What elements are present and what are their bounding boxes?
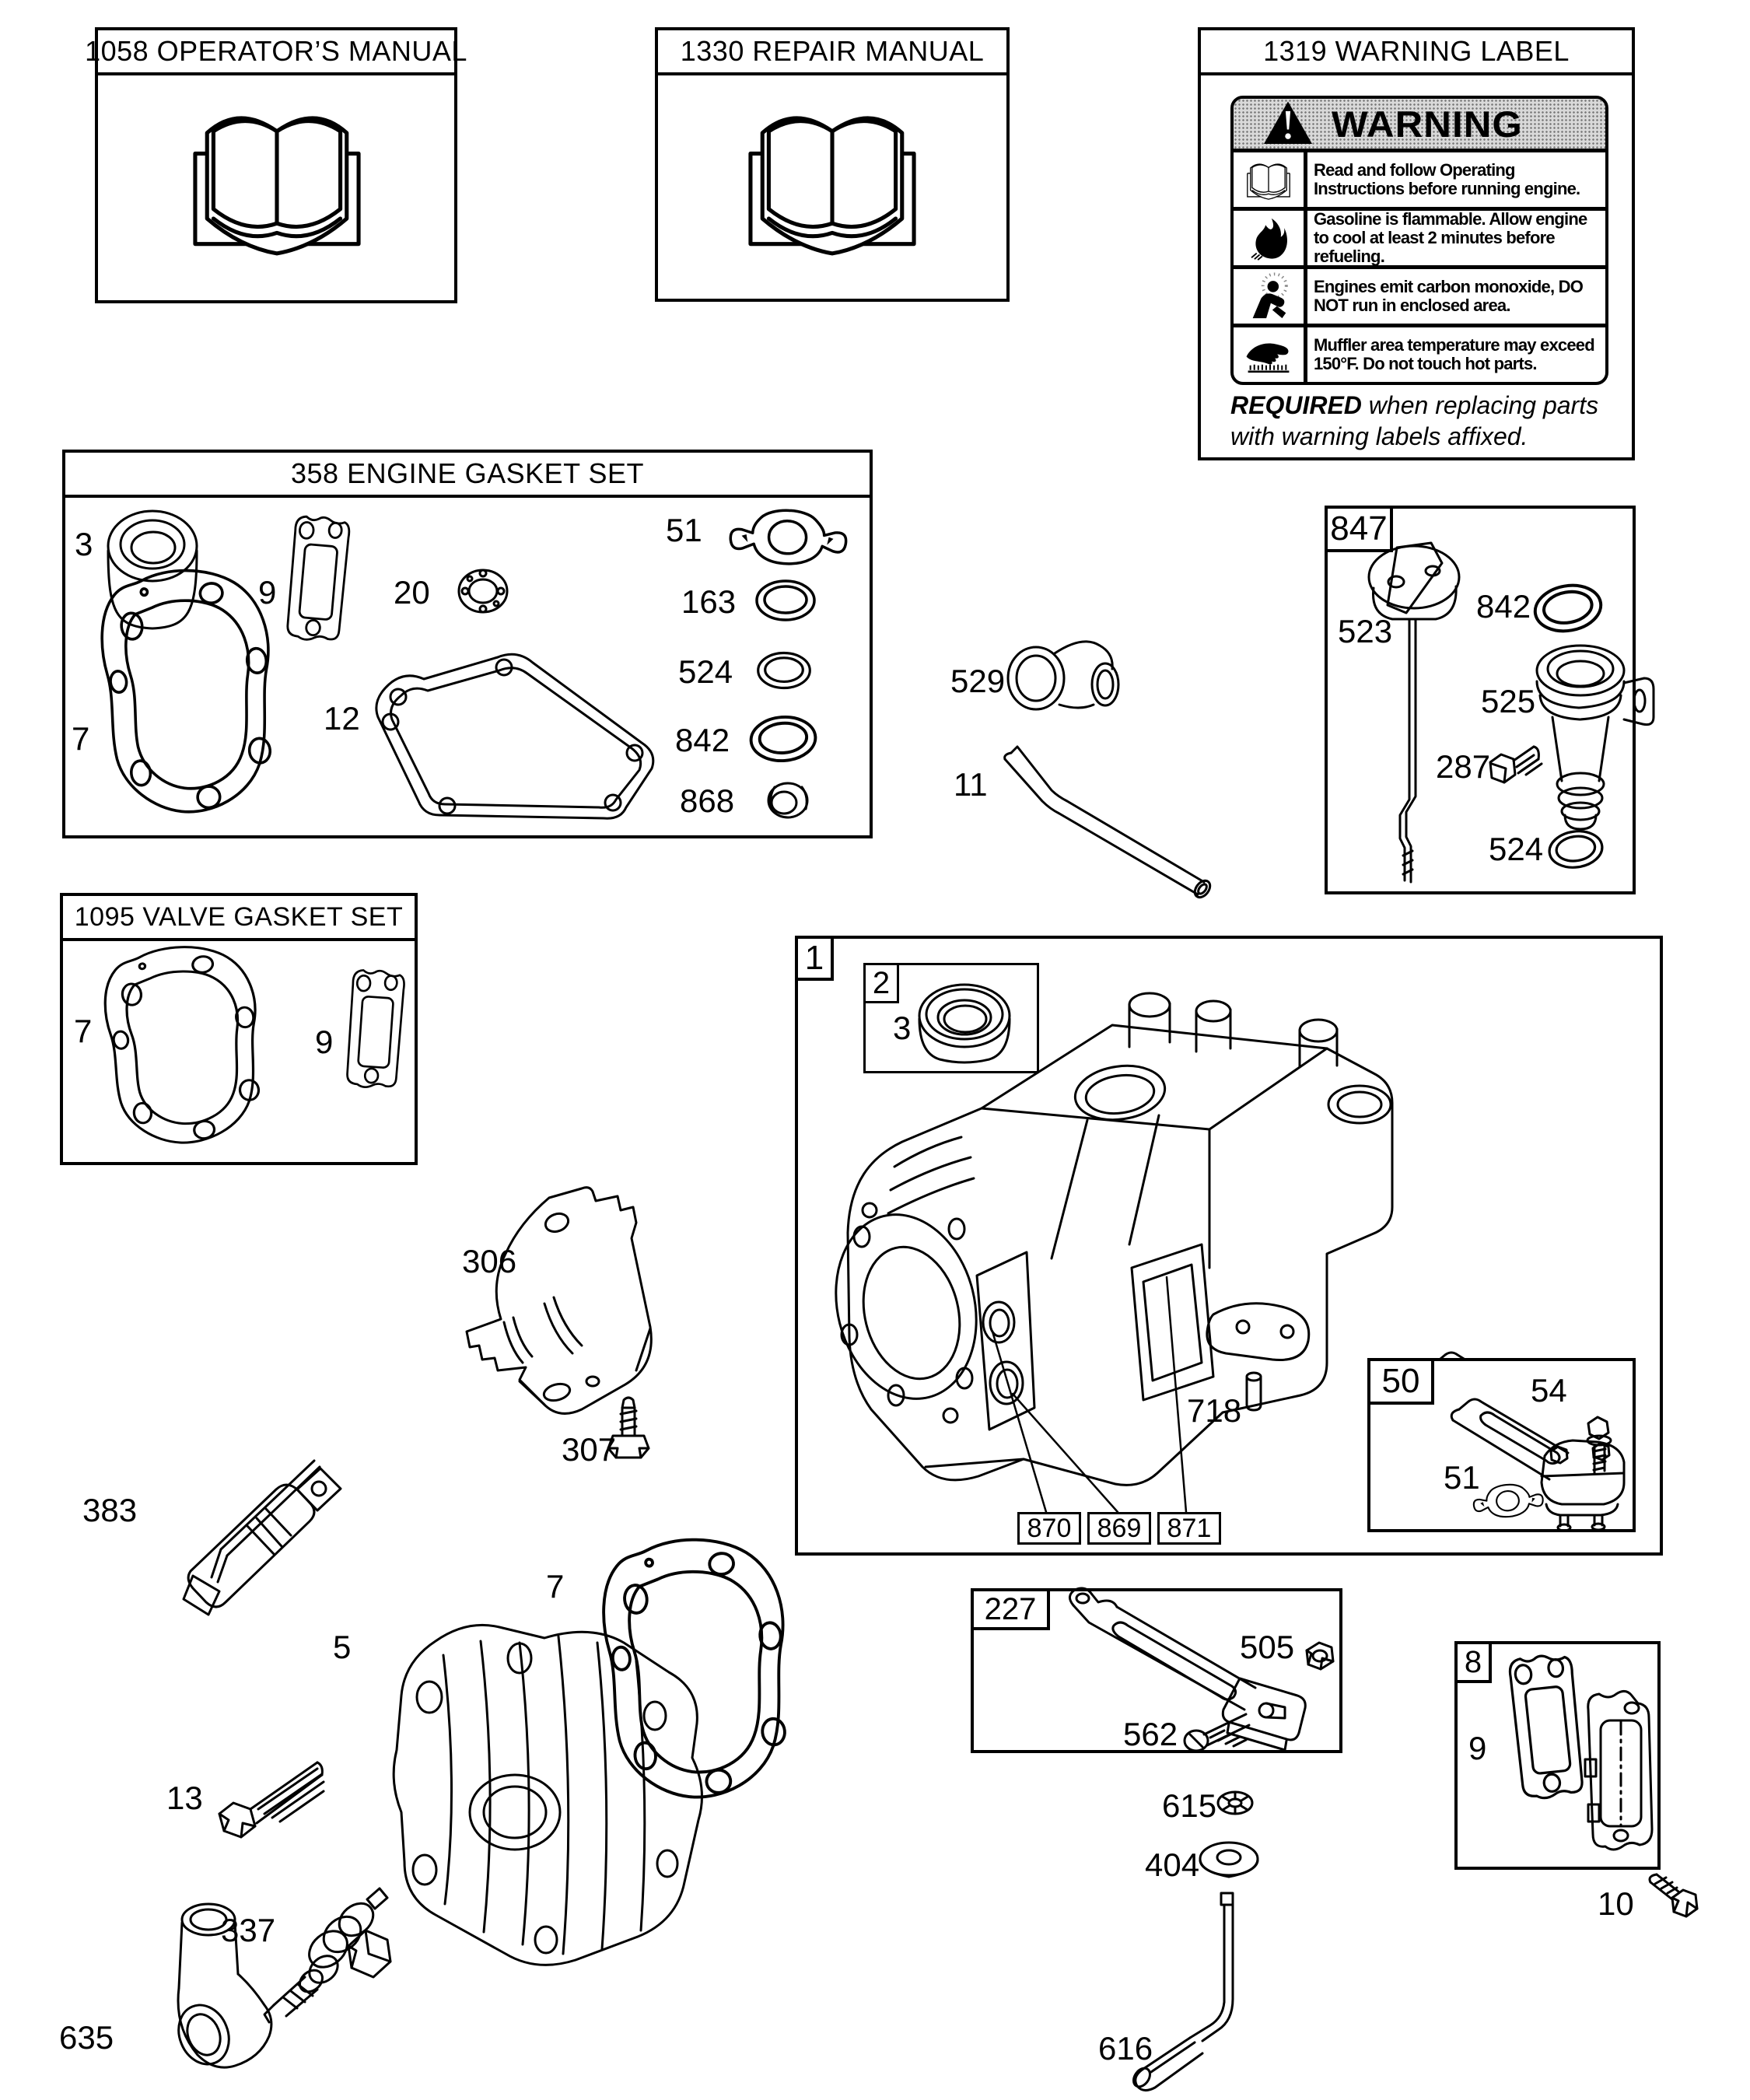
part-label-524b: 524 bbox=[1489, 831, 1544, 867]
warning-row bbox=[1234, 149, 1605, 207]
part-label-404: 404 bbox=[1145, 1846, 1200, 1883]
section-number-8: 8 bbox=[1454, 1641, 1492, 1683]
part-529-elbow bbox=[1008, 642, 1118, 709]
operators-manual-title: 1058 OPERATOR’S MANUAL bbox=[98, 30, 454, 75]
warning-label-title: 1319 WARNING LABEL bbox=[1201, 30, 1632, 75]
part-7-head-gasket-loose bbox=[597, 1531, 800, 1805]
part-label-718: 718 bbox=[1187, 1392, 1242, 1429]
warning-row bbox=[1234, 265, 1605, 324]
section-number-1: 1 bbox=[795, 936, 834, 981]
part-label-51: 51 bbox=[666, 512, 702, 548]
warning-required-note bbox=[1230, 390, 1616, 452]
part-label-868: 868 bbox=[680, 782, 735, 819]
part-label-54: 54 bbox=[1531, 1372, 1567, 1409]
callout-871: 871 bbox=[1157, 1512, 1221, 1545]
part-label-529: 529 bbox=[950, 663, 1006, 699]
part-label-3: 3 bbox=[75, 526, 93, 562]
hot-surface-icon bbox=[1234, 327, 1307, 382]
part-383-spark-plug-wrench bbox=[184, 1461, 341, 1615]
part-label-20: 20 bbox=[394, 574, 430, 611]
section-operators-manual bbox=[85, 27, 467, 303]
part-label-635: 635 bbox=[59, 2019, 114, 2056]
section-number-847: 847 bbox=[1325, 506, 1393, 552]
engine-gasket-set-title: 358 ENGINE GASKET SET bbox=[65, 453, 870, 498]
part-label-13: 13 bbox=[166, 1780, 203, 1816]
part-label-12: 12 bbox=[324, 700, 360, 737]
section-number-50: 50 bbox=[1367, 1358, 1434, 1405]
warning-row-text: Muffler area temperature may exceed 150°F. Do not touch hot parts. bbox=[1314, 335, 1594, 373]
part-label-10: 10 bbox=[1598, 1885, 1634, 1922]
part-label-306: 306 bbox=[462, 1243, 517, 1279]
part-5-cylinder-head bbox=[394, 1625, 702, 1965]
part-label-842b: 842 bbox=[1476, 588, 1531, 625]
part-10-bolt bbox=[1650, 1874, 1697, 1916]
warning-row bbox=[1234, 324, 1605, 382]
callout-870: 870 bbox=[1017, 1512, 1081, 1545]
section-engine-gasket-set bbox=[62, 450, 873, 838]
required-word: REQUIRED bbox=[1230, 391, 1362, 419]
required-rest: when replacing parts with warning labels affixed. bbox=[1230, 391, 1599, 450]
part-label-51b: 51 bbox=[1444, 1459, 1480, 1496]
part-label-524: 524 bbox=[678, 653, 733, 690]
section-number-227: 227 bbox=[971, 1588, 1050, 1630]
part-label-616: 616 bbox=[1098, 2030, 1153, 2067]
part-label-7v: 7 bbox=[74, 1013, 93, 1049]
flame-icon bbox=[1234, 211, 1307, 265]
warning-triangle-icon bbox=[1255, 100, 1321, 148]
warning-row-text: Engines emit carbon monoxide, DO NOT run in enclosed area. bbox=[1314, 277, 1584, 315]
part-label-7h: 7 bbox=[546, 1568, 565, 1605]
section-valve-gasket-set bbox=[60, 893, 418, 1165]
part-label-9b: 9 bbox=[1468, 1730, 1487, 1766]
part-label-287: 287 bbox=[1436, 748, 1491, 785]
part-615-push-nut bbox=[1218, 1792, 1252, 1814]
section-repair-manual bbox=[655, 27, 1010, 302]
part-label-11: 11 bbox=[954, 766, 988, 803]
warning-row-text: Read and follow Operating Instructions before running engine. bbox=[1314, 160, 1580, 198]
part-label-383: 383 bbox=[82, 1492, 138, 1528]
callout-869: 869 bbox=[1087, 1512, 1151, 1545]
carbon-monoxide-icon bbox=[1234, 269, 1307, 324]
part-label-9: 9 bbox=[258, 574, 277, 611]
section-number-2: 2 bbox=[863, 963, 899, 1003]
part-404-washer bbox=[1200, 1843, 1258, 1877]
warning-row bbox=[1234, 207, 1605, 265]
part-306-shield bbox=[467, 1188, 651, 1414]
part-label-163: 163 bbox=[681, 583, 737, 620]
part-label-505: 505 bbox=[1240, 1629, 1295, 1665]
section-oil-fill bbox=[1325, 506, 1636, 894]
section-warning-label bbox=[1198, 27, 1635, 460]
part-label-523: 523 bbox=[1338, 613, 1393, 649]
warning-label-sticker bbox=[1230, 96, 1608, 385]
part-label-5: 5 bbox=[333, 1629, 352, 1665]
part-label-3b: 3 bbox=[893, 1010, 912, 1046]
part-label-842: 842 bbox=[675, 722, 730, 758]
repair-manual-title: 1330 REPAIR MANUAL bbox=[658, 30, 1006, 75]
part-label-615: 615 bbox=[1162, 1787, 1217, 1824]
part-13-bolt bbox=[219, 1762, 324, 1837]
book-icon bbox=[1234, 152, 1307, 207]
warning-word: WARNING bbox=[1332, 103, 1523, 145]
warning-row-text: Gasoline is flammable. Allow engine to cool at least 2 minutes before refueling. bbox=[1314, 209, 1587, 266]
part-label-7: 7 bbox=[72, 720, 90, 757]
part-11-breather-tube bbox=[1005, 747, 1213, 900]
part-label-307: 307 bbox=[562, 1431, 617, 1468]
part-337-spark-plug bbox=[264, 1888, 390, 2022]
part-label-562: 562 bbox=[1123, 1716, 1178, 1752]
warning-header bbox=[1234, 99, 1605, 149]
part-label-9v: 9 bbox=[315, 1024, 334, 1060]
valve-gasket-set-title: 1095 VALVE GASKET SET bbox=[63, 896, 415, 941]
part-label-337: 337 bbox=[221, 1912, 276, 1948]
part-label-525: 525 bbox=[1481, 683, 1536, 719]
